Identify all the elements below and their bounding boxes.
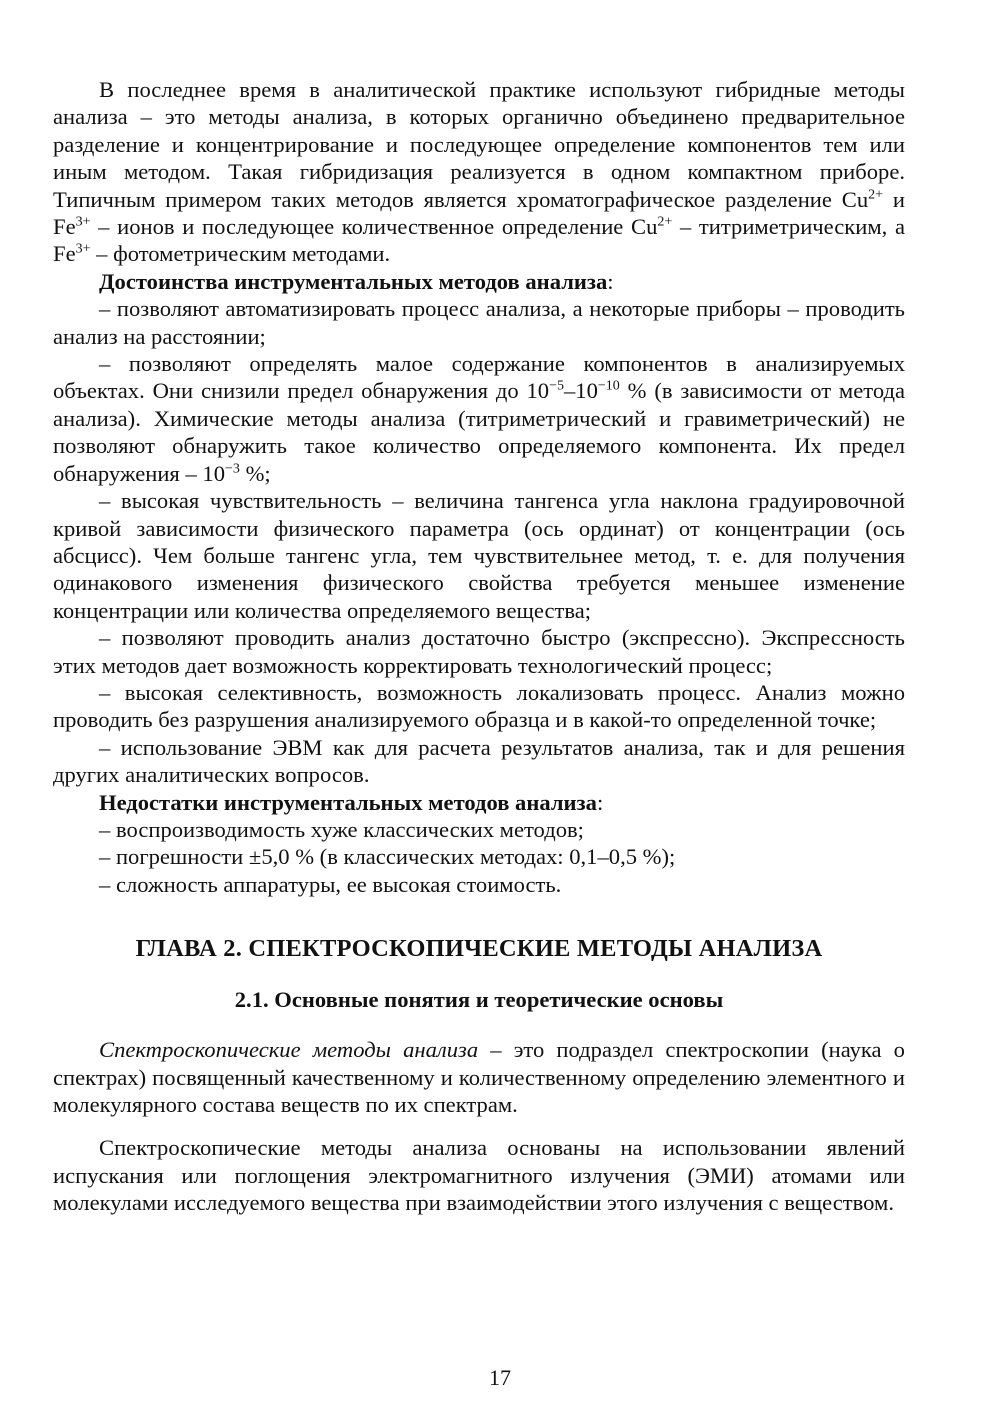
disadvantages-heading	[53, 789, 905, 816]
advantage-item-3: – высокая чувствительность – величина тангенса угла наклона градуировочной кривой зависимости физического параметра (ось ординат) от концентрации (ось абсцисс). Чем больше тангенс угла, тем чувствительнее метод, т. е. для получения одинакового изменения физического свойства требуется меньшее изменение концентрации или количества определяемого вещества;	[53, 488, 905, 623]
advantage-2-text-mid: –10	[564, 378, 598, 404]
advantage-item-6: – использование ЭВМ как для расчета результатов анализа, так и для решения других аналитических вопросов.	[53, 734, 905, 788]
disadvantage-item-1: – воспроизводимость хуже классических методов;	[99, 816, 584, 842]
advantage-item-1: – позволяют автоматизировать процесс анализа, а некоторые приборы – проводить анализ на расстоянии;	[53, 296, 905, 349]
disadvantages-heading-text: Недостатки инструментальных методов анализа	[99, 789, 597, 815]
advantages-heading-text: Достоинства инструментальных методов анализа	[99, 268, 608, 294]
charge-superscript: 3+	[75, 214, 91, 230]
advantage-item-5: – высокая селективность, возможность локализовать процесс. Анализ можно проводить без разрушения анализируемого образца и в какой-то определенной точке;	[53, 679, 905, 733]
advantage-2-text-rest: % (в зависимости от метода анализа). Химические методы анализа (титриметрический и гравиметрический) не позволяют обнаружить такое количество определяемого компонента. Их предел обнаружения – 10	[53, 378, 906, 486]
advantage-2-text-start: – позволяют определять малое содержание компонентов в анализируемых объектах. Они снизили предел обнаружения до 10	[53, 351, 905, 404]
chapter-title: ГЛАВА 2. СПЕКТРОСКОПИЧЕСКИЕ МЕТОДЫ АНАЛИЗА	[135, 935, 823, 963]
exponent-superscript: −3	[225, 461, 240, 477]
advantage-item-2	[53, 350, 905, 487]
charge-superscript: 2+	[657, 214, 673, 230]
advantages-heading	[53, 268, 905, 295]
exponent-superscript: −10	[597, 378, 620, 394]
basis-paragraph: Спектроскопические методы анализа основаны на использовании явлений испускания или поглощения электромагнитного излучения (ЭМИ) атомами или молекулами исследуемого вещества при взаимодействии этого излучения с веществом.	[53, 1135, 905, 1216]
charge-superscript: 2+	[868, 187, 884, 203]
intro-text-5: – фотометрическим методами.	[90, 241, 391, 267]
section-title: 2.1. Основные понятия и теоретические основы	[234, 987, 724, 1013]
intro-paragraph	[53, 76, 905, 268]
term-italic: Спектроскопические методы анализа	[99, 1037, 479, 1063]
intro-text-2: и Fe	[53, 186, 905, 240]
heading-colon: :	[596, 789, 604, 815]
intro-text-1: В последнее время в аналитической практике используют гибридные методы анализа – это методы анализа, в которых органично объединено предварительное разделение и концентрирование и последующее определение компонентов тем или иным методом. Такая гибридизация реализуется в одном компактном приборе. Типичным примером таких методов является хроматографическое разделение Cu	[53, 77, 905, 212]
definition-paragraph	[53, 1036, 905, 1118]
definition-text: – это подраздел спектроскопии (наука о спектрах) посвященный качественному и количественному определению элементного и молекулярного состава веществ по их спектрам.	[53, 1037, 905, 1117]
advantage-item-4: – позволяют проводить анализ достаточно быстро (экспрессно). Экспрессность этих методов дает возможность корректировать технологический процесс;	[53, 625, 905, 678]
intro-text-4: – титриметрическим, а Fe	[53, 214, 905, 267]
intro-text-3: – ионов и последующее количественное определение Cu	[90, 214, 658, 240]
advantage-2-text-end: %;	[239, 460, 271, 486]
disadvantage-item-2: – погрешности ±5,0 % (в классических методах: 0,1–0,5 %);	[99, 844, 676, 870]
charge-superscript: 3+	[75, 241, 91, 257]
heading-colon: :	[607, 268, 614, 294]
disadvantage-item-3: – сложность аппаратуры, ее высокая стоимость.	[99, 871, 562, 897]
page-number: 17	[489, 1365, 511, 1390]
exponent-superscript: −5	[549, 378, 564, 394]
